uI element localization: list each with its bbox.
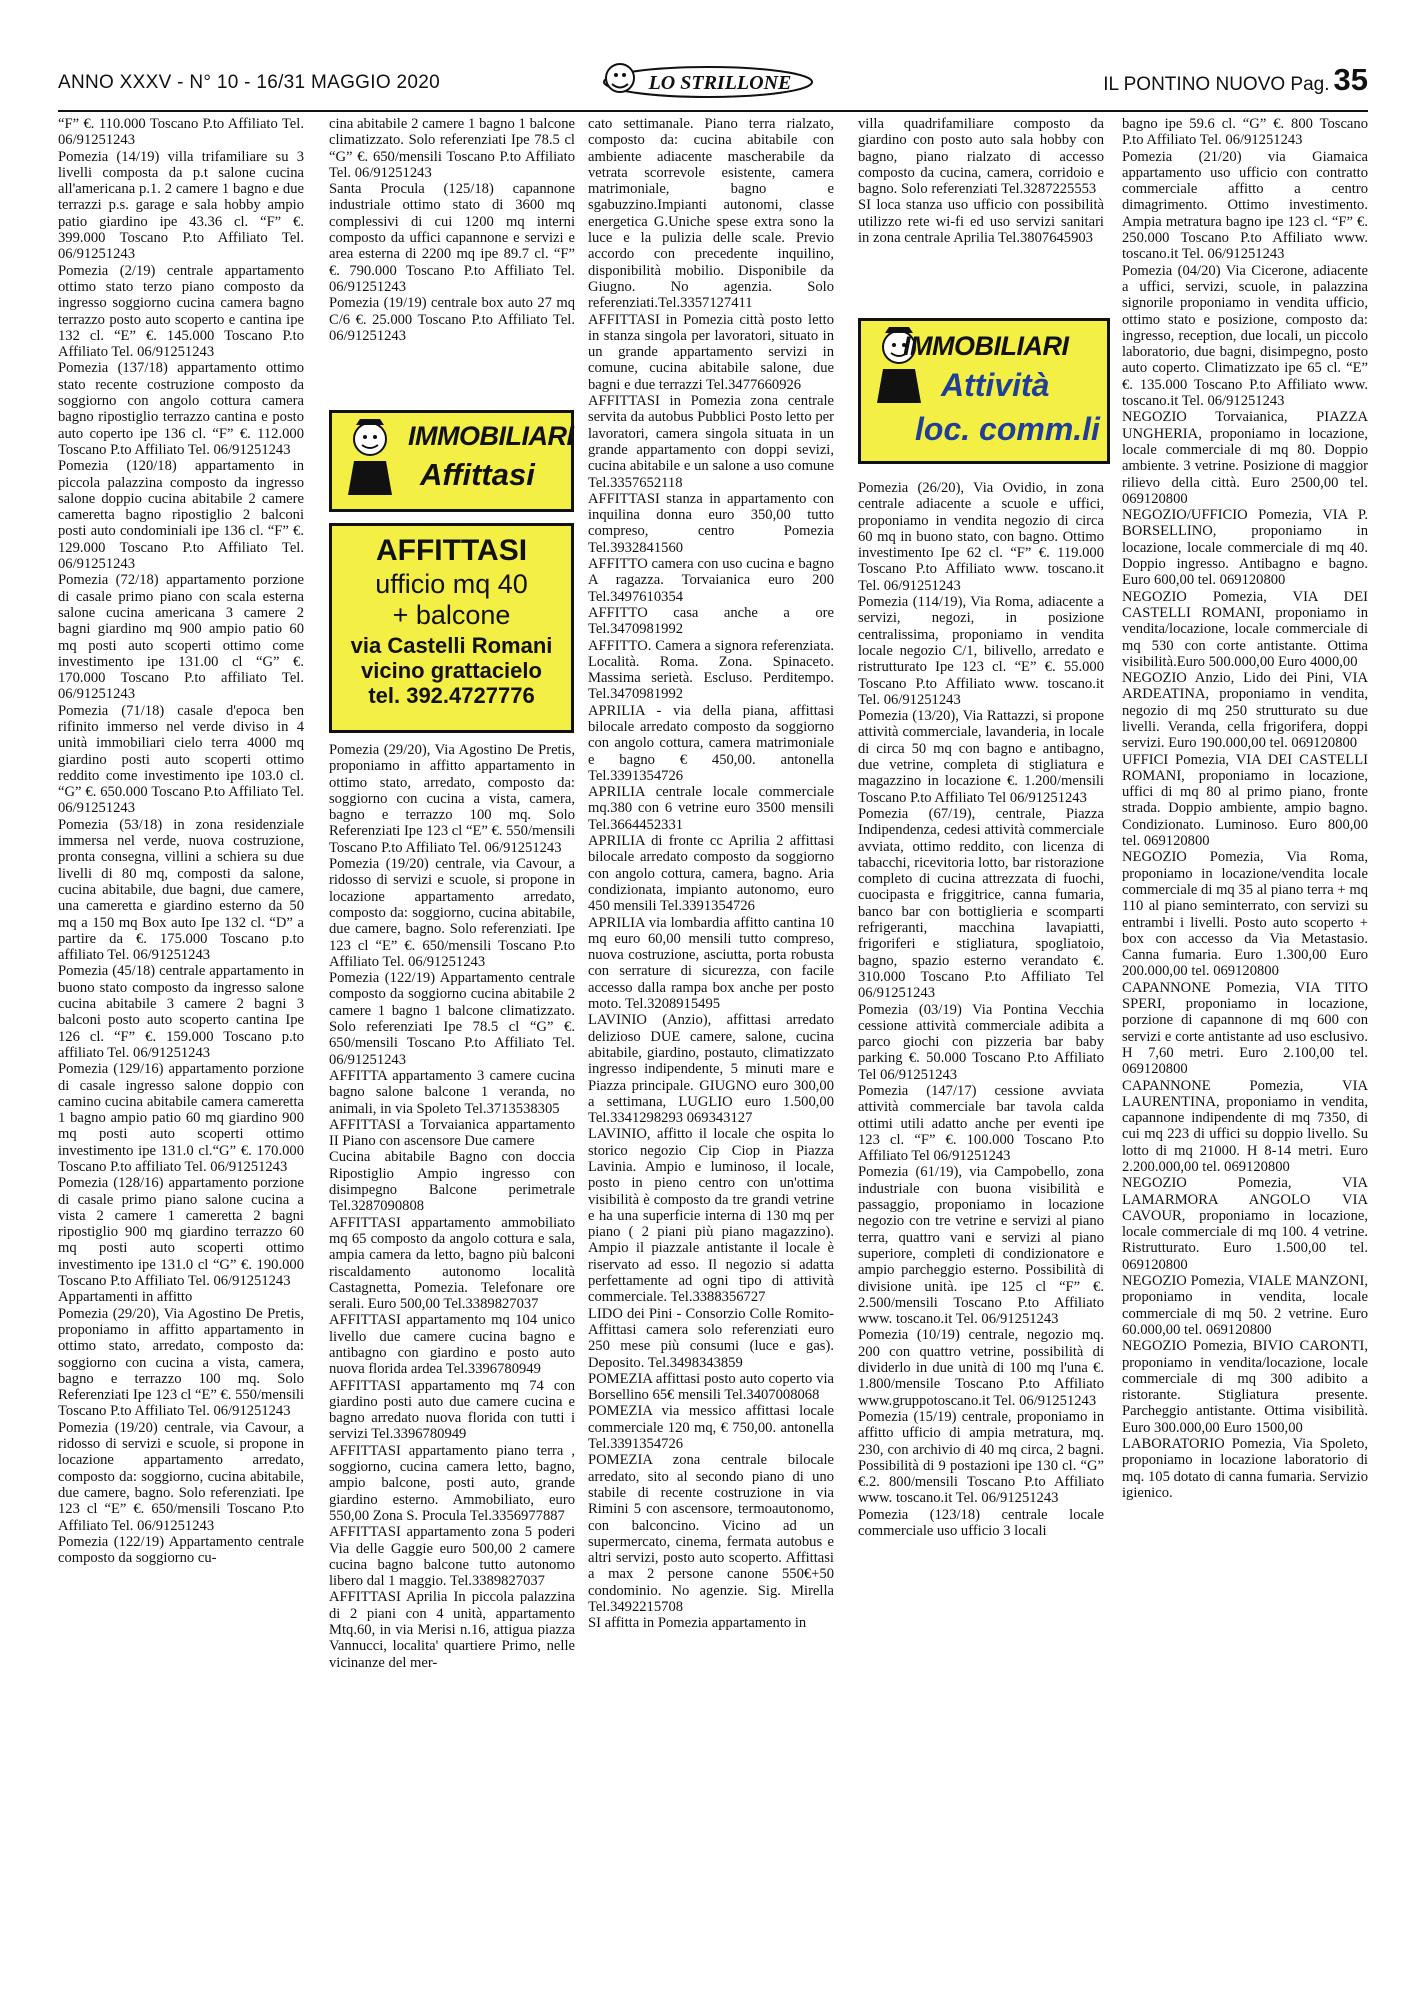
advertisement-box bbox=[329, 523, 574, 733]
classified-ad: Pomezia (71/18) casale d'epoca ben rifinito immerso nel verde diviso in 4 unità immobiliari cielo terra 4000 mq giardino posti auto scoperti ottimo reddito come investimento ipe 103.0 cl. “G” €. 650.000 Toscano P.to Affiliato Tel. 06/91251243 bbox=[58, 702, 304, 817]
column-1 bbox=[58, 116, 304, 1566]
classified-ad: cato settimanale. Piano terra rialzato, composto da: cucina abitabile con ambiente adiacente mascherabile da vetrata scorrevole esistente, camera matrimoniale, bagno e sgabuzzino.Impianti autonomi, classe energetica G.Uniche spese extra sono la luce e la pulizia delle scale. Previo accordo con precedente inquilino, disponibilità mobilio. Disponibile da Giugno. No agenzia. Solo referenziati.Tel.3357127411 bbox=[588, 116, 834, 312]
classified-ad: LIDO dei Pini - Consorzio Colle Romito- Affittasi camera solo referenziati euro 250 mese più consumi (luce e gas). Deposito. Tel.3498343859 bbox=[588, 1305, 834, 1371]
mascot-icon bbox=[336, 417, 406, 497]
classified-ad: Pomezia (19/20) centrale, via Cavour, a ridosso di servizi e scuole, si propone in locazione appartamento arredato, composto da: soggiorno, cucina abitabile, due camere, bagno. Solo referenziati. Ipe 123 cl “E” €. 650/mensili Toscano P.to Affiliato Tel. 06/91251243 bbox=[329, 856, 575, 970]
column-2-top bbox=[329, 116, 575, 344]
classified-ad: APRILIA - via della piana, affittasi bilocale arredato composto da soggiorno con angolo cottura, camera matrimoniale e bagno € 450,00. antonella Tel.3391354726 bbox=[588, 702, 834, 784]
column-4-top bbox=[858, 116, 1104, 246]
classified-ad: POMEZIA affittasi posto auto coperto via Borsellino 65€ mensili Tel.3407008068 bbox=[588, 1370, 834, 1404]
classified-ad: Pomezia (53/18) in zona residenziale immersa nel verde, nuova costruzione, pronta consegna, villini a schiera su due livelli di 80 mq, composti da salone, cucina abitabile, due bagni, due camere, una cameretta e giardino esterno da 50 mq a 150 mq Box auto Ipe 132 cl. “D” a partire da €. 175.000 Toscano p.to affiliato Tel. 06/91251243 bbox=[58, 816, 304, 964]
classified-ad: Pomezia (122/19) Appartamento centrale composto da soggiorno cu- bbox=[58, 1533, 304, 1567]
classified-ad: LAVINIO, affitto il locale che ospita lo storico negozio Cip Ciop in Piazza Lavinia. Ampio e luminoso, il locale, posto in pieno centro con un'ottima visibilità è composto da tre grandi vetrine e ha una superficie interna di 130 mq per piano ( 2 piani più piano magazzino). Ampio il piazzale antistante il locale è riservato ad esso. Il negozio si adatta perfettamente ad ogni tipo di attività commerciale. Tel.3388356727 bbox=[588, 1126, 834, 1306]
lo-strillone-logo bbox=[598, 58, 818, 102]
classified-ad: cina abitabile 2 camere 1 bagno 1 balcone climatizzato. Solo referenziati Ipe 78.5 cl “G” €. 650/mensili Toscano P.to Affiliato Tel. 06/91251243 bbox=[329, 116, 575, 181]
classified-ad: AFFITTO camera con uso cucina e bagno A ragazza. Torvaianica euro 200 Tel.3497610354 bbox=[588, 556, 834, 605]
classified-ad: Pomezia (04/20) Via Cicerone, adiacente a uffici, servizi, scuole, in palazzina signorile proponiamo in vendita ufficio, ottimo stato e posizione, composto da: ingresso, reception, due locali, un piccolo laboratorio, due bagni, disimpegno, posto auto coperto. Climatizzato ipe 65 cl. “E” €. 135.000 Toscano P.to Affiliato www. toscano.it Tel. 06/91251243 bbox=[1122, 262, 1368, 410]
classified-ad: CAPANNONE Pomezia, VIA LAURENTINA, proponiamo in vendita, capannone indipendente di mq 7350, di cui mq 223 di uffici su doppio livello. Su lotto di mq 21000. H 8-14 metri. Euro 2.200.000,00 tel. 069120800 bbox=[1122, 1077, 1368, 1175]
ad-phone: tel. 392.4727776 bbox=[368, 683, 535, 709]
classified-ad: Pomezia (19/20) centrale, via Cavour, a ridosso di servizi e scuole, si propone in locazione appartamento arredato, composto da: soggiorno, cucina abitabile, due camere, bagno. Solo referenziati. Ipe 123 cl “E” €. 650/mensili Toscano P.to Affiliato Tel. 06/91251243 bbox=[58, 1419, 304, 1534]
classified-ad: AFFITTASI Aprilia In piccola palazzina di 2 piani con 4 unità, appartamento Mtq.60, in via Merisi n.16, attigua piazza Vannucci, localita' quartiere Primo, nelle vicinanze del mer- bbox=[329, 1589, 575, 1671]
classified-ad: Pomezia (123/18) centrale locale commerciale uso ufficio 3 locali bbox=[858, 1506, 1104, 1539]
classified-ad: AFFITTASI in Pomezia città posto letto in stanza singola per lavoratori, situato in un grande appartamento servizi in comune, cucina abitabile salone, due bagni e due terrazzi Tel.3477660926 bbox=[588, 311, 834, 393]
classified-ad: NEGOZIO Pomezia, BIVIO CARONTI, proponiamo in vendita/locazione, locale commerciale di mq 300 adibito a ristorante. Stigliatura presente. Parcheggio antistante. Ottima visibilità. Euro 300.000,00 Euro 1500,00 bbox=[1122, 1338, 1368, 1436]
classified-ad: Pomezia (14/19) villa trifamiliare su 3 livelli composta da p.t salone cucina all'americana p.1. 2 camere 1 bagno e due terrazzi p.s. garage e sala hobby ampio patio giardino ipe 43.36 cl. “F” €. 399.000 Toscano P.to Affiliato Tel. 06/91251243 bbox=[58, 148, 304, 263]
classified-ad: Pomezia (72/18) appartamento porzione di casale primo piano con scala esterna salone cucina americana 3 camere 2 bagni giardino mq 900 ampio patio 60 mq posti auto scoperti ottimo come investimento ipe 131.00 cl “G” €. 170.000 Toscano P.to affiliato Tel. 06/91251243 bbox=[58, 572, 304, 703]
classified-ad: AFFITTASI appartamento mq 74 con giardino posti auto due camere cucina e bagno arredato nuova florida con tutti i servizi Tel.3396780949 bbox=[329, 1377, 575, 1443]
classified-ad: AFFITTASI appartamento mq 104 unico livello due camere cucina bagno e antibagno con giardino e posto auto nuova florida ardea Tel.3396780949 bbox=[329, 1312, 575, 1378]
classified-ad: Pomezia (21/20) via Giamaica appartamento uso ufficio con contratto commerciale affitto a centro dimagrimento. Ottimo investimento. Ampia metratura bagno ipe 123 cl. “F” €. 250.000 Toscano P.to Affiliato www. toscano.it Tel. 06/91251243 bbox=[1122, 148, 1368, 263]
classified-ad: Santa Procula (125/18) capannone industriale ottimo stato di 3600 mq complessivi di cui 1200 mq interni composto da uffici capannone e servizi e area esterna di 2200 mq ipe 89.7 cl. “F” €. 790.000 Toscano P.to Affiliato Tel. 06/91251243 bbox=[329, 181, 575, 295]
column-4-bottom bbox=[858, 480, 1104, 1539]
classified-ad: Appartamenti in affitto bbox=[58, 1289, 193, 1306]
column-5 bbox=[1122, 116, 1368, 1501]
classified-ad: Pomezia (67/19), centrale, Piazza Indipendenza, cedesi attività commerciale avviata, ottimo reddito, con licenza di tabacchi, ricevitoria lotto, bar ristorazione completo di cucina attrezzata di fuochi, cuocipasta e friggitrice, canna fumaria, banco bar con bottiglieria e scomparti refrigeranti, macchina lavapiatti, frigoriferi e stigliatura, spogliatoio, bagno, spazio esterno verandato €. 310.000 Toscano P.to Affiliato Tel 06/91251243 bbox=[858, 805, 1104, 1002]
classified-ad: Pomezia (122/19) Appartamento centrale composto da soggiorno cucina abitabile 2 camere 1 bagno 1 balcone climatizzato. Solo referenziati Ipe 78.5 cl “G” €. 650/mensili Toscano P.to Affiliato Tel. 06/91251243 bbox=[329, 970, 575, 1068]
classified-ad: APRILIA via lombardia affitto cantina 10 mq euro 60,00 mensili tutto compreso, nuova costruzione, asciutta, porta robusta con serrature di sicurezza, con facile accesso dalla rampa box anche per posto moto. Tel.3208915495 bbox=[588, 914, 834, 1013]
classified-ad: AFFITTASI appartamento piano terra , soggiorno, cucina camera letto, bagno, ampio balcone, posti auto, grande giardino esterno. Ammobiliato, euro 550,00 Zona S. Procula Tel.3356977887 bbox=[329, 1442, 575, 1524]
classified-ad: AFFITTO. Camera a signora referenziata. Località. Roma. Zona. Spinaceto. Massima serietà. Escluso. Perditempo. Tel.3470981992 bbox=[588, 637, 834, 703]
classified-ad: Pomezia (15/19) centrale, proponiamo in affitto ufficio di ampia metratura, mq. 230, con archivio di 40 mq circa, 2 bagni. Possibilità di 9 postazioni ipe 130 cl. “G” €.2. 800/mensili Toscano P.to Affiliato www. toscano.it Tel. 06/91251243 bbox=[858, 1408, 1104, 1507]
classified-ad: Pomezia (61/19), via Campobello, zona industriale con buona visibilità e passaggio, proponiamo in locazione negozio con tre vetrine e servizi al piano terra, quattro vani e servizi al piano superiore, completi di condizionatore e ampio parcheggio esterno. Possibilità di divisione unità. ipe 125 cl “F” €. 2.500/mensili Toscano P.to Affiliato www. toscano.it Tel. 06/91251243 bbox=[858, 1164, 1104, 1328]
classified-ad: Pomezia (147/17) cessione avviata attività commerciale bar tavola calda ottimi utili adatto anche per eventi ipe 123 cl. “F” €. 100.000 Toscano P.to Affiliato Tel 06/91251243 bbox=[858, 1082, 1104, 1165]
classified-ad: NEGOZIO/UFFICIO Pomezia, VIA P. BORSELLINO, proponiamo in locazione, locale commerciale di mq 40. Doppio ingresso. Antibagno e bagno. Euro 600,00 tel. 069120800 bbox=[1122, 507, 1368, 589]
classified-ad: Pomezia (2/19) centrale appartamento ottimo stato terzo piano composto da ingresso soggiorno cucina camera bagno terrazzo posto auto scoperto e cantina ipe 132 cl. “E” €. 145.000 Toscano P.to Affiliato Tel. 06/91251243 bbox=[58, 262, 304, 361]
classified-ad: AFFITTO casa anche a ore Tel.3470981992 bbox=[588, 604, 834, 638]
ad-address: vicino grattacielo bbox=[361, 657, 542, 683]
classified-ad: Cucina abitabile Bagno con doccia Ripostiglio Ampio ingresso con disimpegno Balcone perimetrale Tel.3287090808 bbox=[329, 1149, 575, 1215]
classified-ad: AFFITTASI appartamento ammobiliato mq 65 composto da angolo cottura e sala, ampia camera da letto, bagno più balconi riscaldamento autonomo località Castagnetta, Pomezia. Telefonare ore serali. Euro 500,00 Tel.3389827037 bbox=[329, 1214, 575, 1313]
classified-ad: LAVINIO (Anzio), affittasi arredato delizioso DUE camere, salone, cucina abitabile, giardino, postauto, climatizzato ingresso indipendente, 5 minuti mare e Piazza principale. GIUGNO euro 300,00 a settimana, LUGLIO euro 1.500,00 Tel.3341298293 069343127 bbox=[588, 1012, 834, 1127]
header-rule bbox=[58, 110, 1368, 112]
banner-immobiliari-affittasi bbox=[329, 410, 574, 512]
classified-ad: Pomezia (19/19) centrale box auto 27 mq C/6 €. 25.000 Toscano P.to Affiliato Tel. 06/91251243 bbox=[329, 295, 575, 344]
classified-ad: AFFITTASI appartamento zona 5 poderi Via delle Gaggie euro 500,00 2 camere cucina bagno balcone tutto autonomo libero dal 1 maggio. Tel.3389827037 bbox=[329, 1524, 575, 1590]
classified-ad: villa quadrifamiliare composto da giardino con posto auto sala hobby con bagno, piano rialzato di accesso composto da cucina, camera, corridoio e bagno. Solo referenziati Tel.3287225553 bbox=[858, 116, 1104, 198]
ad-line: + balcone bbox=[392, 599, 511, 630]
page-number: 35 bbox=[1333, 62, 1368, 97]
classified-ad: NEGOZIO Torvaianica, PIAZZA UNGHERIA, proponiamo in locazione, locale commerciale di mq 80. Doppio ambiente. 3 vetrine. Posizione di maggior rilievo della città. Euro 2500,00 tel. 069120800 bbox=[1122, 409, 1368, 507]
classified-ad: NEGOZIO Pomezia, VIALE MANZONI, proponiamo in vendita, locale commerciale di mq 50. 2 vetrine. Euro 60.000,00 tel. 069120800 bbox=[1122, 1273, 1368, 1338]
classified-ad: APRILIA centrale locale commerciale mq.380 con 6 vetrine euro 3500 mensili Tel.3664452331 bbox=[588, 784, 834, 833]
classified-ad: Pomezia (137/18) appartamento ottimo stato recente costruzione composto da soggiorno con angolo cottura camera bagno ripostiglio terrazzo cantina e posto auto coperto ipe 136 cl. “F” €. 112.000 Toscano P.to Affiliato Tel. 06/91251243 bbox=[58, 360, 304, 458]
classified-ad: Pomezia (13/20), Via Rattazzi, si propone attività commerciale, lavanderia, in locale di circa 50 mq con bagno e antibagno, due vetrine, completa di stigliatura e magazzino in locazione €. 1.200/mensili Toscano P.to Affiliato Tel 06/91251243 bbox=[858, 708, 1104, 806]
classified-ad: Pomezia (114/19), Via Roma, adiacente a servizi, negozi, in posizione centralissima, proponiamo in vendita locale negozio C/1, bilivello, arredato e ristrutturato Ipe 123 cl. “E” €. 55.000 Toscano P.to Affiliato www. toscano.it Tel. 06/91251243 bbox=[858, 594, 1104, 708]
classified-ad: NEGOZIO Pomezia, VIA DEI CASTELLI ROMANI, proponiamo in vendita/locazione, locale commerciale di mq 530 con corte antistante. Ottima visibilità.Euro 500.000,00 Euro 4000,00 bbox=[1122, 588, 1368, 670]
banner-title: IMMOBILIARI bbox=[903, 331, 1069, 361]
classified-ad: SI affitta in Pomezia appartamento in bbox=[588, 1615, 807, 1632]
classified-ad: AFFITTASI a Torvaianica appartamento II Piano con ascensore Due camere bbox=[329, 1116, 575, 1150]
classified-ad: AFFITTA appartamento 3 camere cucina bagno salone balcone 1 veranda, no animali, in via Spoleto Tel.3713538305 bbox=[329, 1067, 575, 1117]
classified-ad: Pomezia (29/20), Via Agostino De Pretis, proponiamo in affitto appartamento in ottimo stato, arredato, composto da: soggiorno con cucina a vista, camera, bagno e terrazzo 100 mq. Solo Referenziati Ipe 123 cl “E” €. 550/mensili Toscano P.to Affiliato Tel. 06/91251243 bbox=[58, 1305, 304, 1420]
classified-ad: APRILIA di fronte cc Aprilia 2 affittasi bilocale arredato composto da soggiorno con angolo cottura, camera, bagno. Aria condizionata, impianto autonomo, euro 450 mensili Tel.3391354726 bbox=[588, 833, 834, 915]
banner-immobiliari-attivita bbox=[858, 318, 1110, 464]
classified-ad: bagno ipe 59.6 cl. “G” €. 800 Toscano P.to Affiliato Tel. 06/91251243 bbox=[1122, 116, 1368, 149]
ad-line: ufficio mq 40 bbox=[375, 568, 528, 599]
classified-ad: Pomezia (29/20), Via Agostino De Pretis, proponiamo in affitto appartamento in ottimo stato, arredato, composto da: soggiorno con cucina a vista, camera, bagno e terrazzo 100 mq. Solo Referenziati Ipe 123 cl “E” €. 550/mensili Toscano P.to Affiliato Tel. 06/91251243 bbox=[329, 742, 575, 856]
column-3 bbox=[588, 116, 834, 1632]
classified-ad: Pomezia (128/16) appartamento porzione di casale primo piano salone cucina a vista 2 camere 1 cameretta 2 bagni ripostiglio 900 mq giardino terrazzo 60 mq posti auto scoperti ottimo investimento ipe 131.0 cl “G” €. 190.000 Toscano P.to Affiliato Tel. 06/91251243 bbox=[58, 1175, 304, 1290]
classified-ad: CAPANNONE Pomezia, VIA TITO SPERI, proponiamo in locazione, porzione di capannone di mq 600 con servizi e corte antistante ad uso esclusivo. H 7,60 metri. Euro 2.100,00 tel. 069120800 bbox=[1122, 979, 1368, 1078]
issue-info: ANNO XXXV - N° 10 - 16/31 MAGGIO 2020 bbox=[58, 72, 440, 93]
classified-ad: NEGOZIO Pomezia, VIA LAMARMORA ANGOLO VIA CAVOUR, proponiamo in locazione, locale commerciale di mq 100. 4 vetrine. Ristrutturato. Euro 1.500,00 tel. 069120800 bbox=[1122, 1175, 1368, 1273]
classified-ad: POMEZIA via messico affittasi locale commerciale 120 mq, € 750,00. antonella Tel.3391354726 bbox=[588, 1403, 834, 1453]
banner-subtitle: Attività bbox=[941, 367, 1050, 403]
svg-text:LO STRILLONE: LO STRILLONE bbox=[648, 72, 792, 94]
classified-ad: Pomezia (120/18) appartamento in piccola palazzina composto da ingresso salone doppio cucina abitabile 2 camere cameretta bagno ripostiglio 2 balconi posti auto condominiali ipe 136 cl. “F” €. 129.000 Toscano P.to Affiliato Tel. 06/91251243 bbox=[58, 458, 304, 573]
classified-ad: Pomezia (26/20), Via Ovidio, in zona centrale adiacente a scuole e uffici, proponiamo in vendita negozio di circa 60 mq in buono stato, con bagno. Ottimo investimento Ipe 62 cl. “F” €. 119.000 Toscano P.to Affiliato www. toscano.it Tel. 06/91251243 bbox=[858, 480, 1104, 594]
classified-ad: UFFICI Pomezia, VIA DEI CASTELLI ROMANI, proponiamo in locazione, uffici di mq 80 al primo piano, fronte strada. Doppio ambiente, ampio bagno. Condizionato. Luminoso. Euro 800,00 tel. 069120800 bbox=[1122, 751, 1368, 850]
classified-ad: AFFITTASI in Pomezia zona centrale servita da autobus Pubblici Posto letto per lavoratori, camera singola situata in un grande appartamento con doppi sevizi, cucina abitabile e un salone a uso comune Tel.3357652118 bbox=[588, 393, 834, 491]
ad-address: via Castelli Romani bbox=[350, 632, 553, 658]
classified-ad: Pomezia (45/18) centrale appartamento in buono stato composto da ingresso salone cucina abitabile 3 camere 2 bagni 3 balconi posto auto scoperto cantina Ipe 126 cl. “F” €. 159.000 Toscano p.to affiliato Tel. 06/91251243 bbox=[58, 963, 304, 1061]
classified-ad: POMEZIA zona centrale bilocale arredato, sito al secondo piano di uno stabile di recente costruzione in via Rimini 5 con ascensore, termoautonomo, con balconcino. Vicino ad un supermercato, cinema, fermata autobus e altri servizi, posto auto scoperto. Affittasi a max 2 persone canone 550€+50 condominio. No agenzie. Sig. Mirella Tel.3492215708 bbox=[588, 1452, 834, 1616]
classified-ad: SI loca stanza uso ufficio con possibilità utilizzo rete wi-fi ed uso servizi sanitari in zona centrale Aprilia Tel.3807645903 bbox=[858, 197, 1104, 247]
classified-ad: NEGOZIO Anzio, Lido dei Pini, VIA ARDEATINA, proponiamo in vendita, negozio di mq 250 strutturato su due livelli. Veranda, cella frigorifera, doppi servizi. Euro 190.000,00 tel. 069120800 bbox=[1122, 670, 1368, 752]
banner-subtitle: Affittasi bbox=[420, 457, 535, 492]
ad-headline: AFFITTASI bbox=[375, 534, 528, 567]
banner-title: IMMOBILIARI bbox=[408, 421, 574, 451]
classified-ad: Pomezia (129/16) appartamento porzione di casale ingresso salone doppio con camino cucina abitabile camera cameretta 1 bagno ampio patio 60 mq giardino 900 mq posti auto scoperti ottimo investimento ipe 131.0 cl.“G” €. 170.000 Toscano P.to affiliato Tel. 06/91251243 bbox=[58, 1061, 304, 1175]
banner-subtitle-2: loc. comm.li bbox=[915, 411, 1100, 447]
classified-ad: “F” €. 110.000 Toscano P.to Affiliato Tel. 06/91251243 bbox=[58, 116, 304, 149]
column-2-bottom bbox=[329, 742, 575, 1671]
classified-ad: LABORATORIO Pomezia, Via Spoleto, proponiamo in locazione laboratorio di mq. 105 dotato di canna fumaria. Servizio igienico. bbox=[1122, 1436, 1368, 1501]
paper-title: IL PONTINO NUOVO Pag. 35 bbox=[1103, 62, 1368, 97]
page-header bbox=[58, 58, 1368, 108]
classified-ad: AFFITTASI stanza in appartamento con inquilina donna euro 350,00 tutto compreso, centro Pomezia Tel.3932841560 bbox=[588, 490, 834, 556]
classified-ad: Pomezia (10/19) centrale, negozio mq. 200 con quattro vetrine, possibilità di dividerlo in due unità di 100 mq l'una €. 1.800/mensile Toscano P.to Affiliato www.gruppotoscano.it Tel. 06/91251243 bbox=[858, 1327, 1104, 1409]
classified-ad: NEGOZIO Pomezia, Via Roma, proponiamo in locazione/vendita locale commerciale di mq 35 al piano terra + mq 110 al piano seminterrato, con servizi su entrambi i livelli. Posto auto scoperto + box con accesso da Via Metastasio. Canna fumaria. Euro 1.300,00 Euro 200.000,00 tel. 069120800 bbox=[1122, 849, 1368, 980]
classified-ad: Pomezia (03/19) Via Pontina Vecchia cessione attività commerciale adibita a parco giochi con pizzeria bar baby parking €. 50.000 Toscano P.to Affiliato Tel 06/91251243 bbox=[858, 1001, 1104, 1083]
